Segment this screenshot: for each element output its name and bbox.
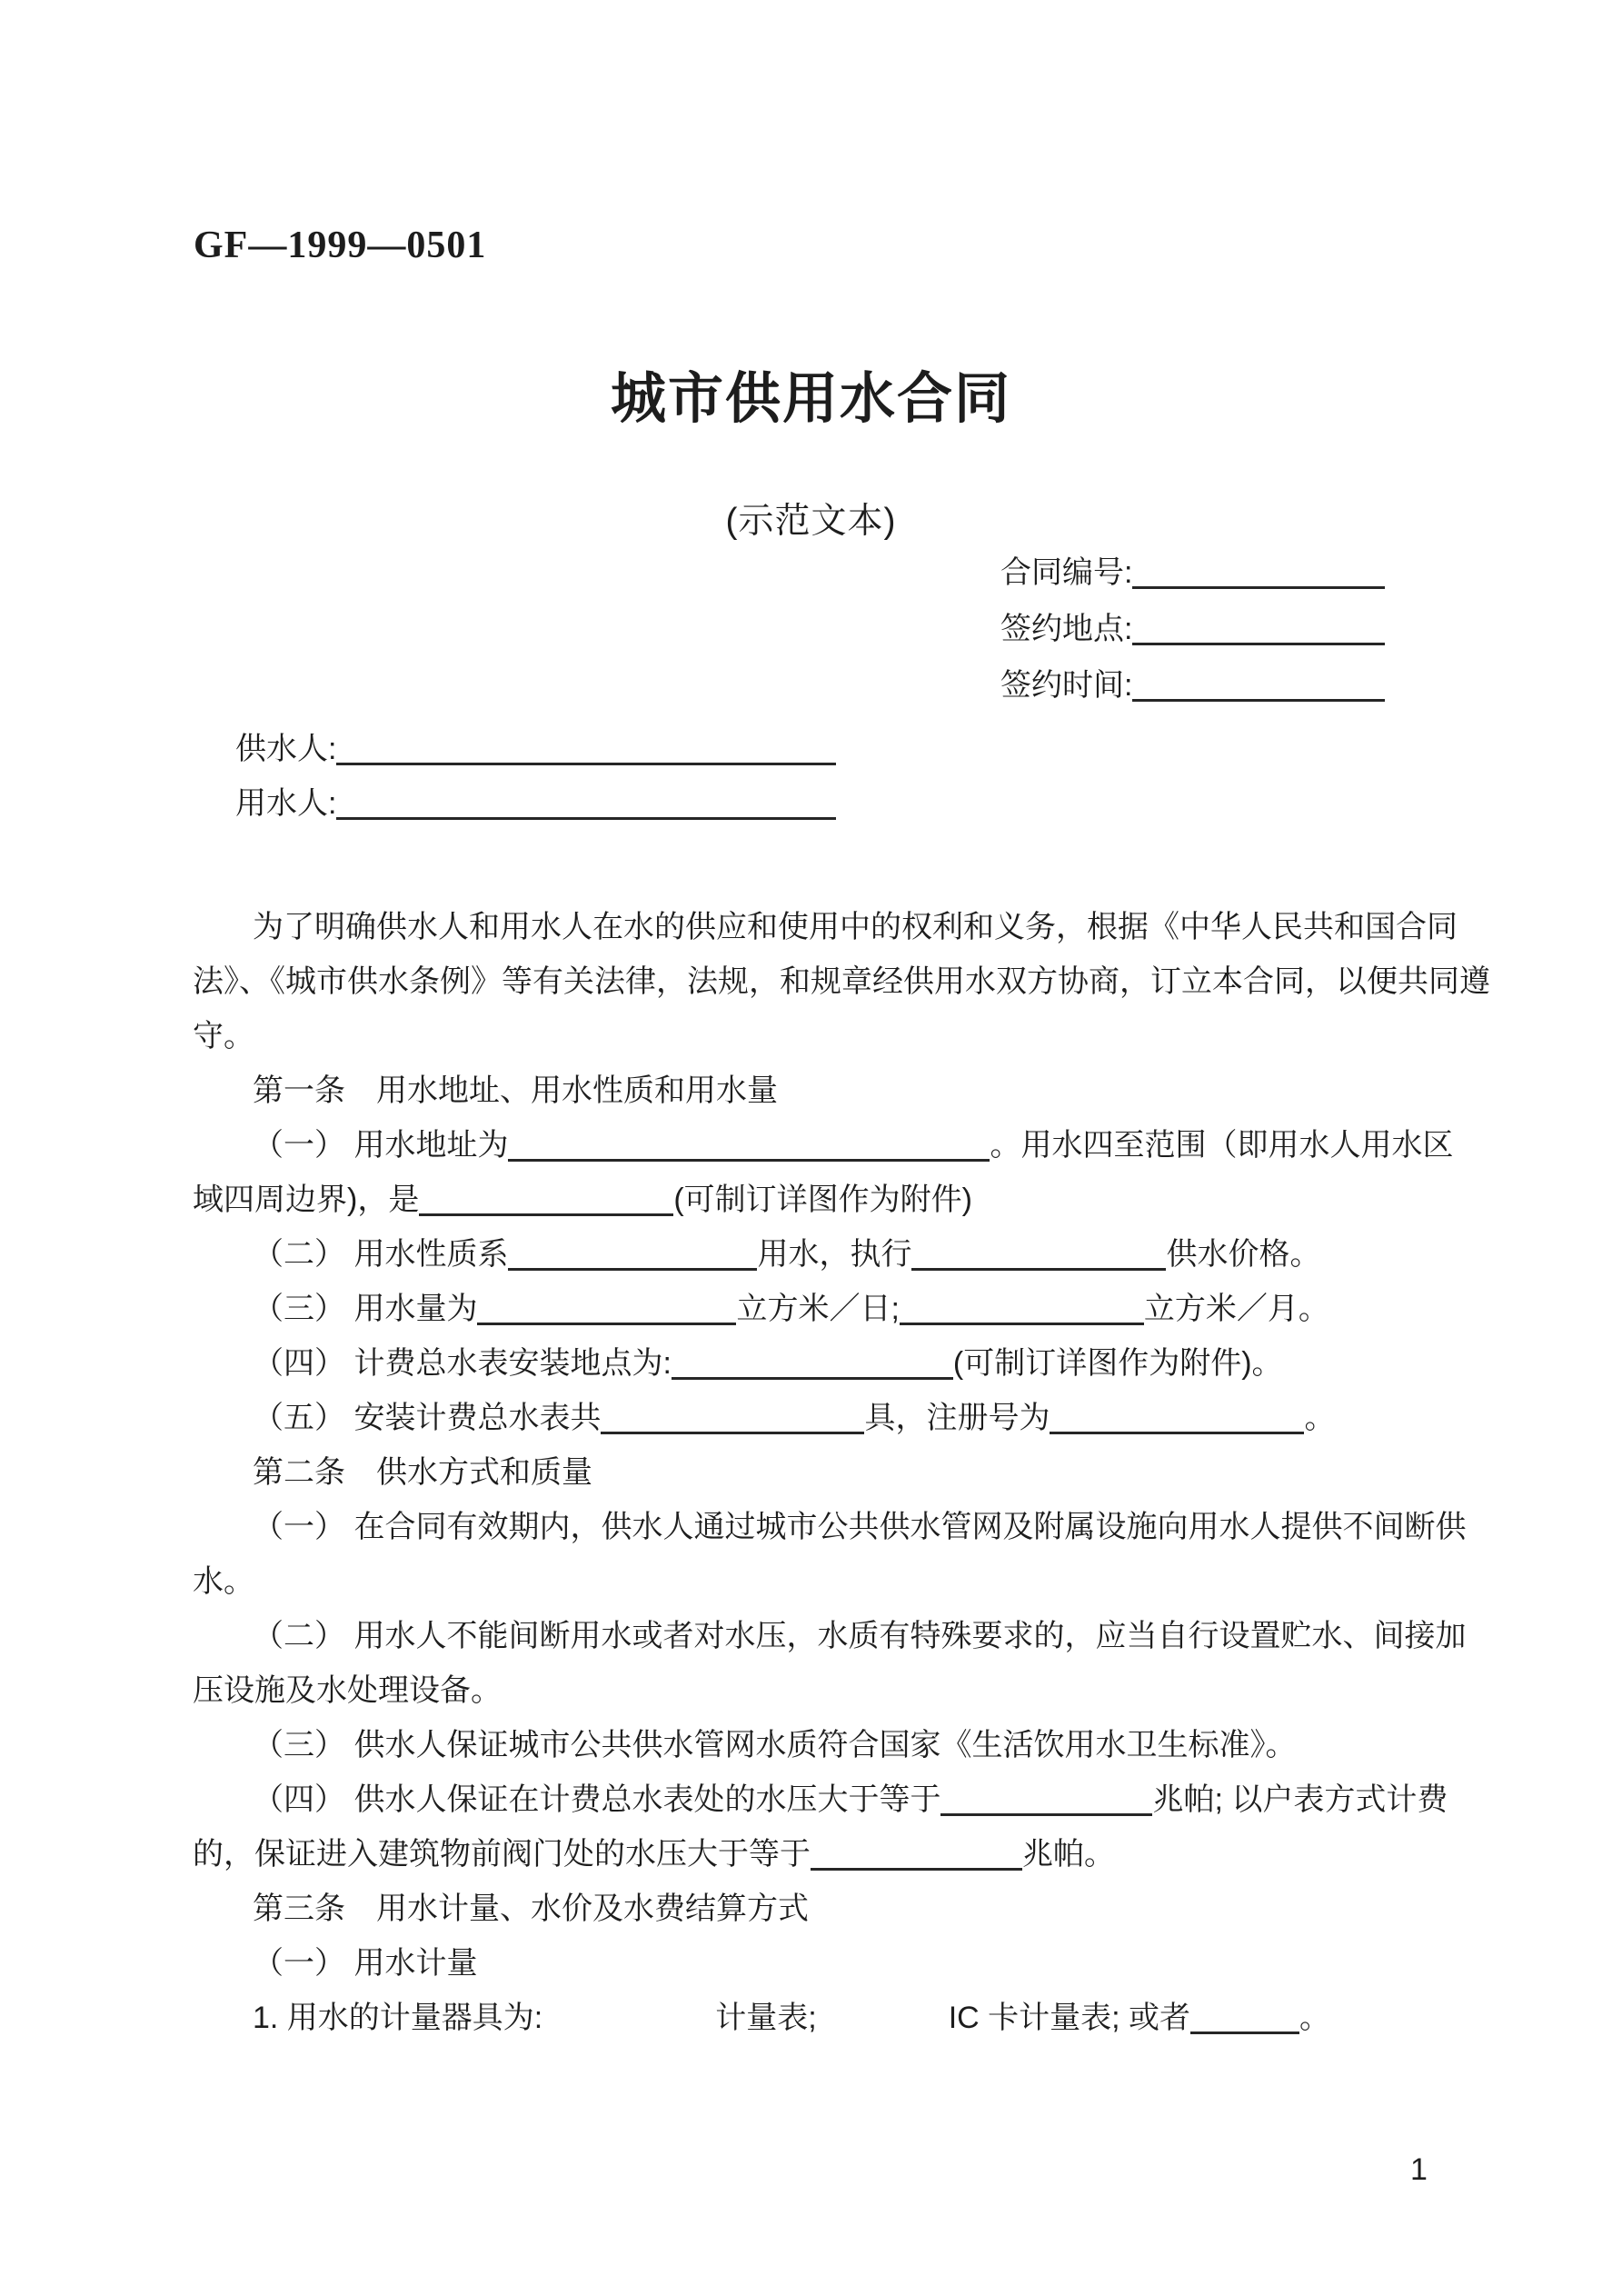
blank-underline <box>900 1292 1144 1325</box>
text-run: 。用水四至范围（即用水人用水区 <box>990 1128 1454 1163</box>
body-line <box>193 900 1490 954</box>
text-run: 兆帕; 以户表方式计费 <box>1152 1782 1448 1817</box>
spacer <box>817 2027 949 2028</box>
body-line <box>193 1118 1490 1173</box>
text-run: （四） 供水人保证在计费总水表处的水压大于等于 <box>253 1782 941 1817</box>
contract-meta <box>1000 544 1385 714</box>
text-run: 守。 <box>193 1019 254 1053</box>
text-run: 立方米／月。 <box>1143 1292 1329 1326</box>
party-label: 供水人: <box>235 732 337 766</box>
body-line <box>193 1009 1490 1063</box>
body-line <box>193 1282 1490 1336</box>
text-run: （三） 用水量为 <box>253 1292 478 1326</box>
text-run: （二） 用水人不能间断用水或者对水压，水质有特殊要求的，应当自行设置贮水、间接加 <box>253 1619 1467 1653</box>
body-line <box>193 1827 1490 1882</box>
body-line <box>193 1718 1490 1772</box>
body-line <box>193 1063 1490 1118</box>
meta-field-row <box>1000 544 1385 601</box>
text-run: 第一条 用水地址、用水性质和用水量 <box>253 1073 778 1108</box>
blank-underline <box>477 1292 736 1325</box>
meta-blank-underline <box>1132 612 1385 645</box>
text-run: IC 卡计量表; 或者 <box>948 2001 1191 2035</box>
text-run: 1. 用水的计量器具为: <box>253 2001 543 2035</box>
meta-field-row <box>1000 601 1385 657</box>
body-line <box>193 1936 1490 1991</box>
text-run: 域四周边界)，是 <box>193 1183 420 1217</box>
doc-subtitle: (示范文本) <box>725 502 897 541</box>
body-line <box>193 1391 1490 1445</box>
blank-underline <box>811 1837 1022 1871</box>
blank-underline <box>601 1401 864 1434</box>
page-number: 1 <box>1410 2152 1428 2187</box>
text-run: 水。 <box>193 1564 254 1599</box>
blank-underline <box>940 1782 1152 1816</box>
text-run: 第三条 用水计量、水价及水费结算方式 <box>253 1892 809 1926</box>
meta-field-label: 签约时间: <box>1000 668 1133 703</box>
text-run: 兆帕。 <box>1022 1837 1115 1872</box>
party-blank-underline <box>336 786 836 820</box>
text-run: （五） 安装计费总水表共 <box>253 1401 602 1435</box>
text-run: （一） 用水计量 <box>253 1946 478 1981</box>
body-line <box>193 1173 1490 1227</box>
blank-underline <box>911 1237 1166 1271</box>
text-run: （一） 用水地址为 <box>253 1128 509 1163</box>
text-run: 计量表; <box>715 2001 817 2035</box>
text-run: 为了明确供水人和用水人在水的供应和使用中的权利和义务，根据《中华人民共和国合同 <box>253 910 1458 944</box>
text-run: （三） 供水人保证城市公共供水管网水质符合国家《生活饮用水卫生标准》。 <box>253 1728 1297 1762</box>
body-line <box>193 1663 1490 1718</box>
contract-body <box>193 900 1490 2045</box>
doc-title: 城市供用水合同 <box>610 367 1011 429</box>
text-run: 。 <box>1299 2001 1331 2035</box>
meta-blank-underline <box>1132 555 1385 589</box>
body-line <box>193 1882 1490 1936</box>
meta-field-label: 签约地点: <box>1000 612 1133 646</box>
text-run: (可制订详图作为附件) <box>673 1183 972 1217</box>
meta-field-row <box>1000 657 1385 714</box>
blank-underline <box>1190 2001 1299 2034</box>
body-line <box>193 1336 1490 1391</box>
doc-code: GF—1999—0501 <box>194 225 487 266</box>
contract-parties <box>235 722 836 831</box>
text-run: 用水，执行 <box>757 1237 912 1272</box>
blank-underline <box>1050 1401 1304 1434</box>
meta-field-label: 合同编号: <box>1000 555 1133 590</box>
text-run: (可制订详图作为附件)。 <box>952 1346 1283 1381</box>
spacer <box>542 2027 715 2028</box>
blank-underline <box>508 1128 990 1162</box>
text-run: （一） 在合同有效期内，供水人通过城市公共供水管网及附属设施向用水人提供不间断供 <box>253 1510 1467 1544</box>
text-run: 的，保证进入建筑物前阀门处的水压大于等于 <box>193 1837 811 1872</box>
party-label: 用水人: <box>235 786 337 821</box>
party-row <box>235 776 836 831</box>
text-run: 具，注册号为 <box>864 1401 1050 1435</box>
blank-underline <box>419 1183 673 1216</box>
blank-underline <box>672 1346 953 1380</box>
text-run: 。 <box>1304 1401 1336 1435</box>
party-blank-underline <box>336 732 836 765</box>
body-line <box>193 1772 1490 1827</box>
body-line <box>193 1227 1490 1282</box>
text-run: （四） 计费总水表安装地点为: <box>253 1346 672 1381</box>
body-line <box>193 1609 1490 1663</box>
text-run: 立方米／日; <box>736 1292 900 1326</box>
party-row <box>235 722 836 776</box>
blank-underline <box>508 1237 757 1271</box>
body-line <box>193 1554 1490 1609</box>
body-line <box>193 1445 1490 1500</box>
body-line <box>193 1500 1490 1554</box>
body-line <box>193 1991 1490 2045</box>
body-line <box>193 954 1490 1009</box>
text-run: 压设施及水处理设备。 <box>193 1673 502 1708</box>
text-run: 供水价格。 <box>1166 1237 1321 1272</box>
text-run: （二） 用水性质系 <box>253 1237 509 1272</box>
meta-blank-underline <box>1132 668 1385 702</box>
text-run: 法》、《城市供水条例》等有关法律，法规，和规章经供用水双方协商，订立本合同，以便共同遵 <box>193 964 1490 999</box>
text-run: 第二条 供水方式和质量 <box>253 1455 592 1490</box>
